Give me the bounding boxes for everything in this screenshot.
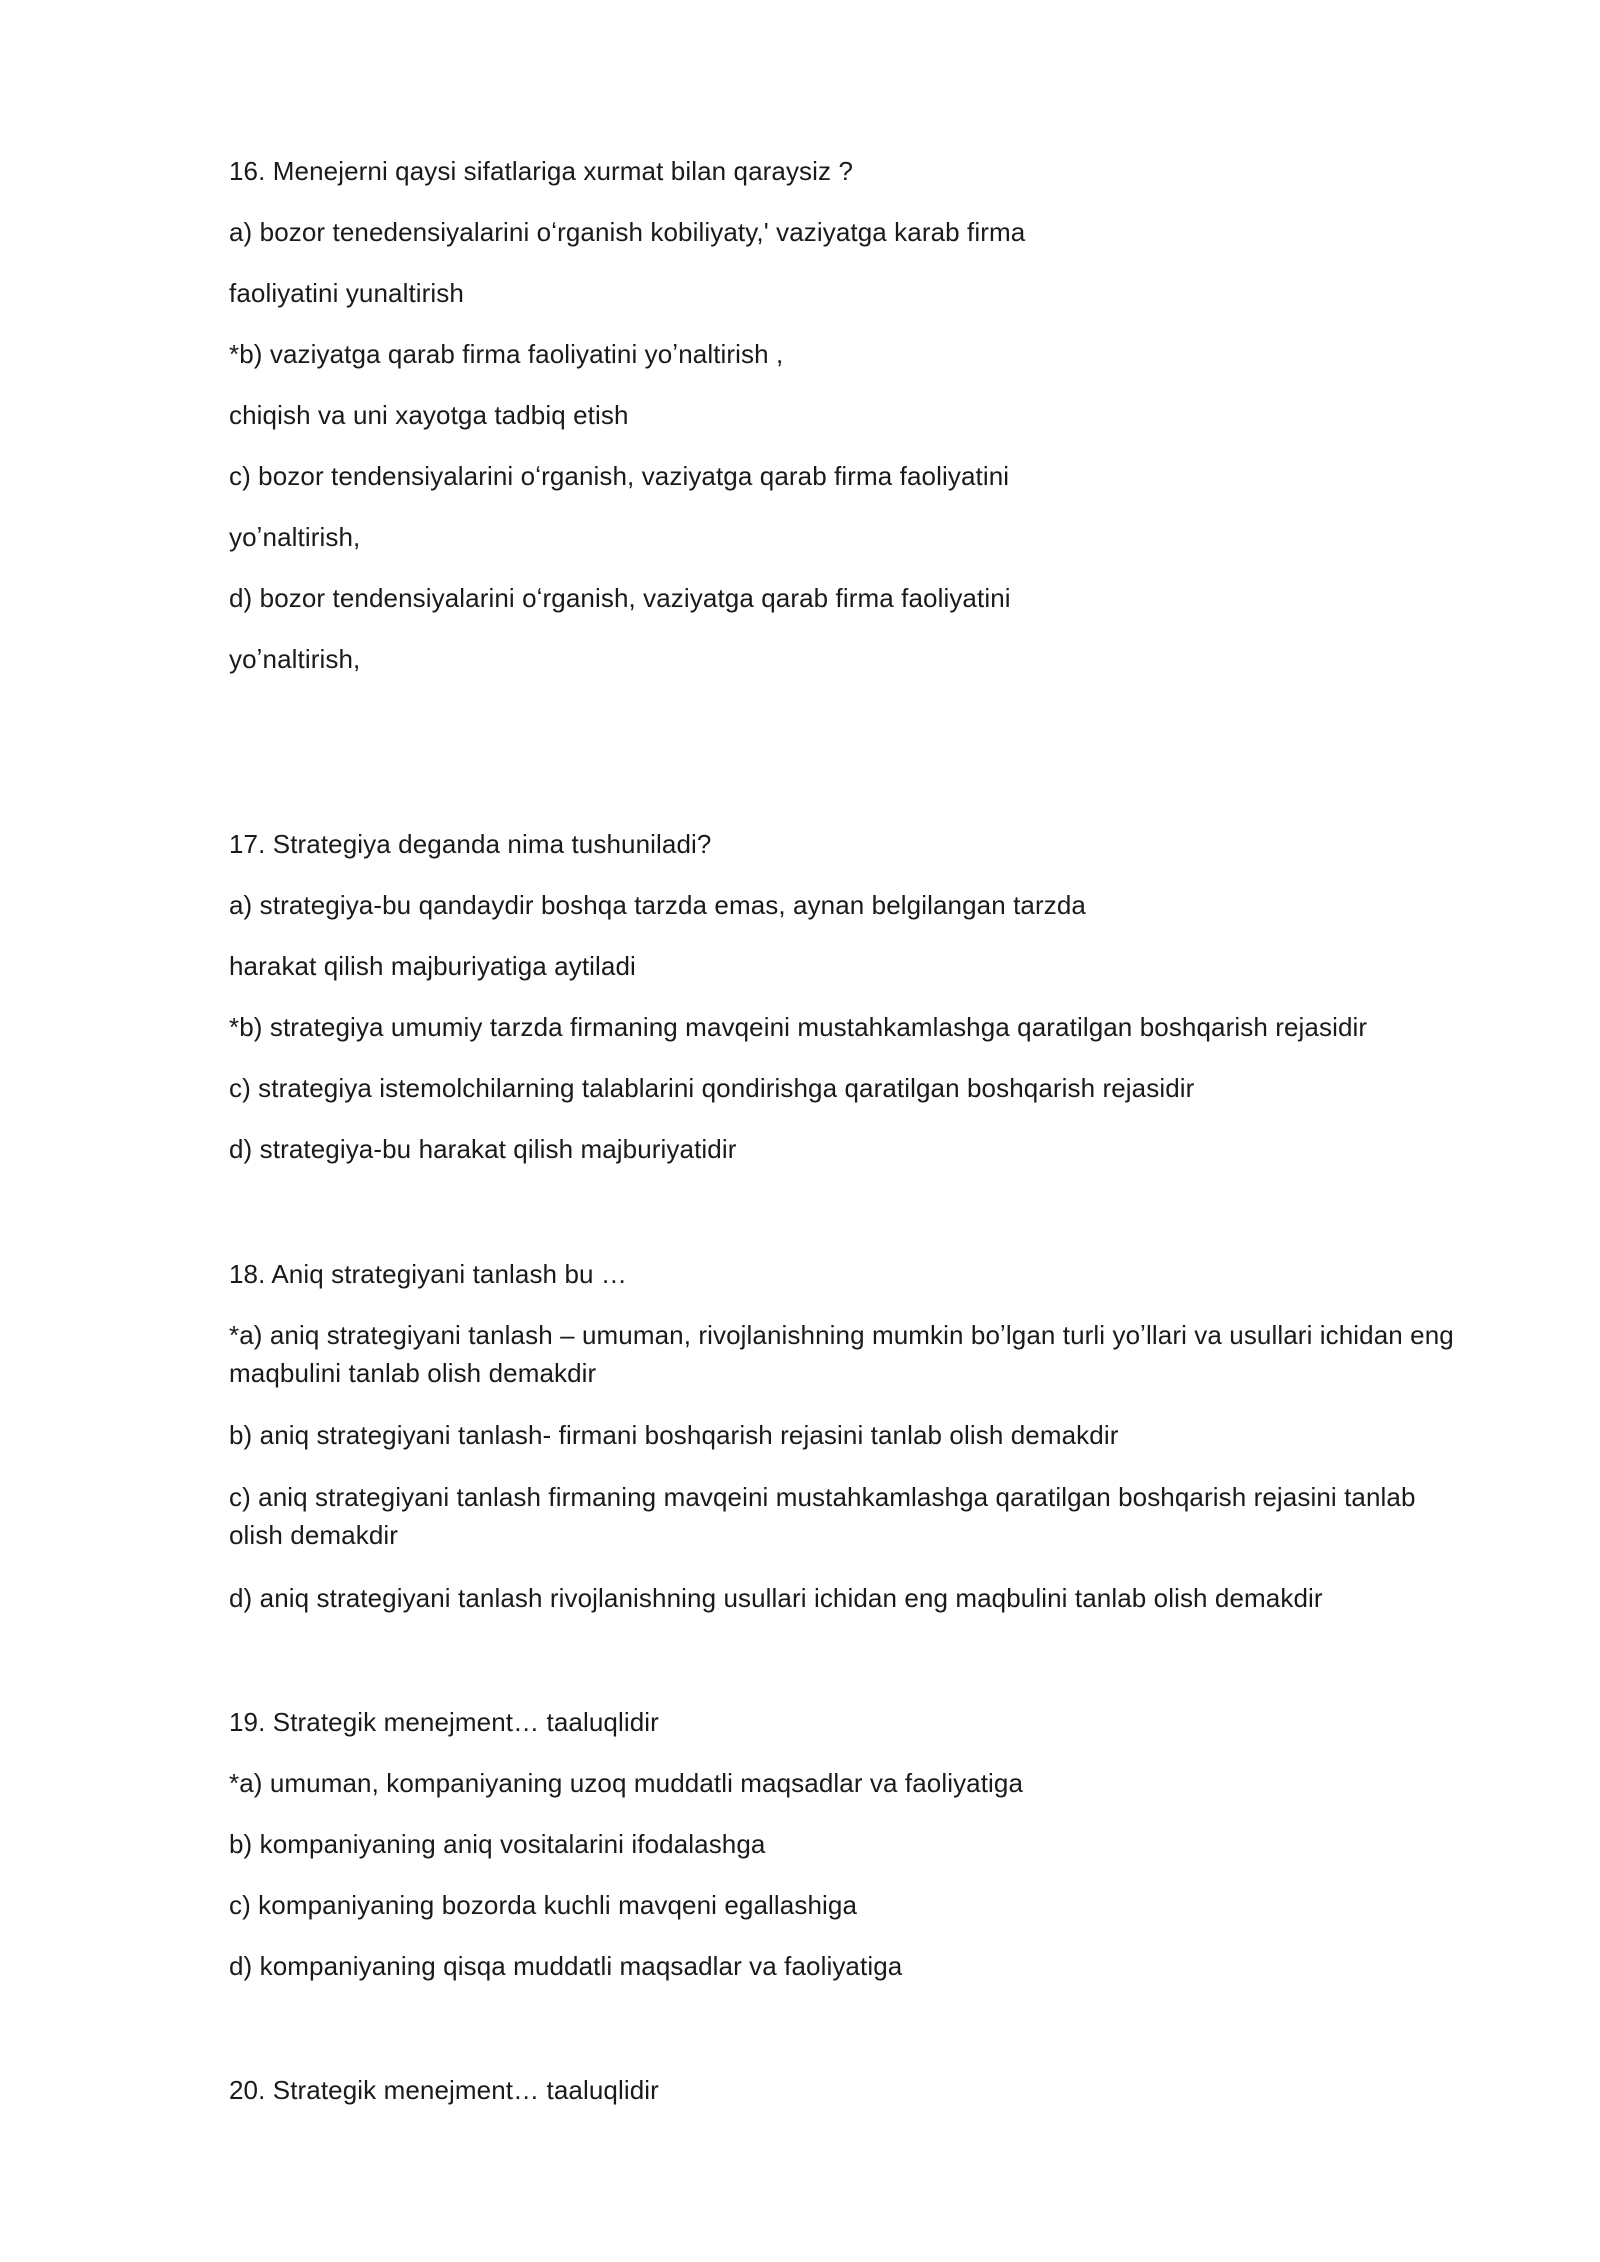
question-17-option-a-cont: harakat qilish majburiyatiga aytiladi xyxy=(229,951,636,981)
question-16-option-c: c) bozor tendensiyalarini oʻrganish, vaziyatga qarab firma faoliyatini xyxy=(229,461,1010,491)
question-19-option-d: d) kompaniyaning qisqa muddatli maqsadlar va faoliyatiga xyxy=(229,1951,903,1981)
question-17-option-d: d) strategiya-bu harakat qilish majburiyatidir xyxy=(229,1134,737,1164)
question-19-option-c: c) kompaniyaning bozorda kuchli mavqeni egallashiga xyxy=(229,1890,858,1920)
question-17-option-b: *b) strategiya umumiy tarzda firmaning mavqeini mustahkamlashga qaratilgan boshqarish rejasidir xyxy=(229,1012,1368,1042)
question-16-option-b: *b) vaziyatga qarab firma faoliyatini yoʼnaltirish , xyxy=(229,339,784,369)
question-18-option-b: b) aniq strategiyani tanlash- firmani boshqarish rejasini tanlab olish demakdir xyxy=(229,1420,1119,1450)
question-16-option-d: d) bozor tendensiyalarini oʻrganish, vaziyatga qarab firma faoliyatini xyxy=(229,583,1011,613)
question-18-option-d: d) aniq strategiyani tanlash rivojlanishning usullari ichidan eng maqbulini tanlab olish demakdir xyxy=(229,1583,1323,1613)
question-19-option-a: *a) umuman, kompaniyaning uzoq muddatli maqsadlar va faoliyatiga xyxy=(229,1768,1024,1798)
question-16-title: 16. Menejerni qaysi sifatlariga xurmat bilan qaraysiz ? xyxy=(229,156,854,186)
question-16-option-a: a) bozor tenedensiyalarini oʻrganish kobiliyaty,' vaziyatga karab firma xyxy=(229,217,1026,247)
question-16-option-d-cont: yoʼnaltirish, xyxy=(229,644,361,674)
question-18-option-a: *a) aniq strategiyani tanlash – umuman, rivojlanishning mumkin boʼlgan turli yoʼllari va usullari ichidan eng maqbulini tanlab olish demakdir xyxy=(229,1320,1454,1388)
question-16-option-a-cont: faoliyatini yunaltirish xyxy=(229,278,464,308)
question-16-option-c-cont: yoʼnaltirish, xyxy=(229,522,361,552)
question-18-option-c: c) aniq strategiyani tanlash firmaning mavqeini mustahkamlashga qaratilgan boshqarish rejasini tanlab olish demakdir xyxy=(229,1482,1416,1550)
question-20-title: 20. Strategik menejment… taaluqlidir xyxy=(229,2075,659,2105)
question-19-option-b: b) kompaniyaning aniq vositalarini ifodalashga xyxy=(229,1829,766,1859)
question-16-option-b-cont: chiqish va uni xayotga tadbiq etish xyxy=(229,400,629,430)
question-19-title: 19. Strategik menejment… taaluqlidir xyxy=(229,1707,659,1737)
question-17-title: 17. Strategiya deganda nima tushuniladi? xyxy=(229,829,712,859)
question-18-title: 18. Aniq strategiyani tanlash bu … xyxy=(229,1259,627,1289)
question-17-option-a: a) strategiya-bu qandaydir boshqa tarzda emas, aynan belgilangan tarzda xyxy=(229,890,1086,920)
question-17-option-c: c) strategiya istemolchilarning talablarini qondirishga qaratilgan boshqarish rejasidir xyxy=(229,1073,1195,1103)
